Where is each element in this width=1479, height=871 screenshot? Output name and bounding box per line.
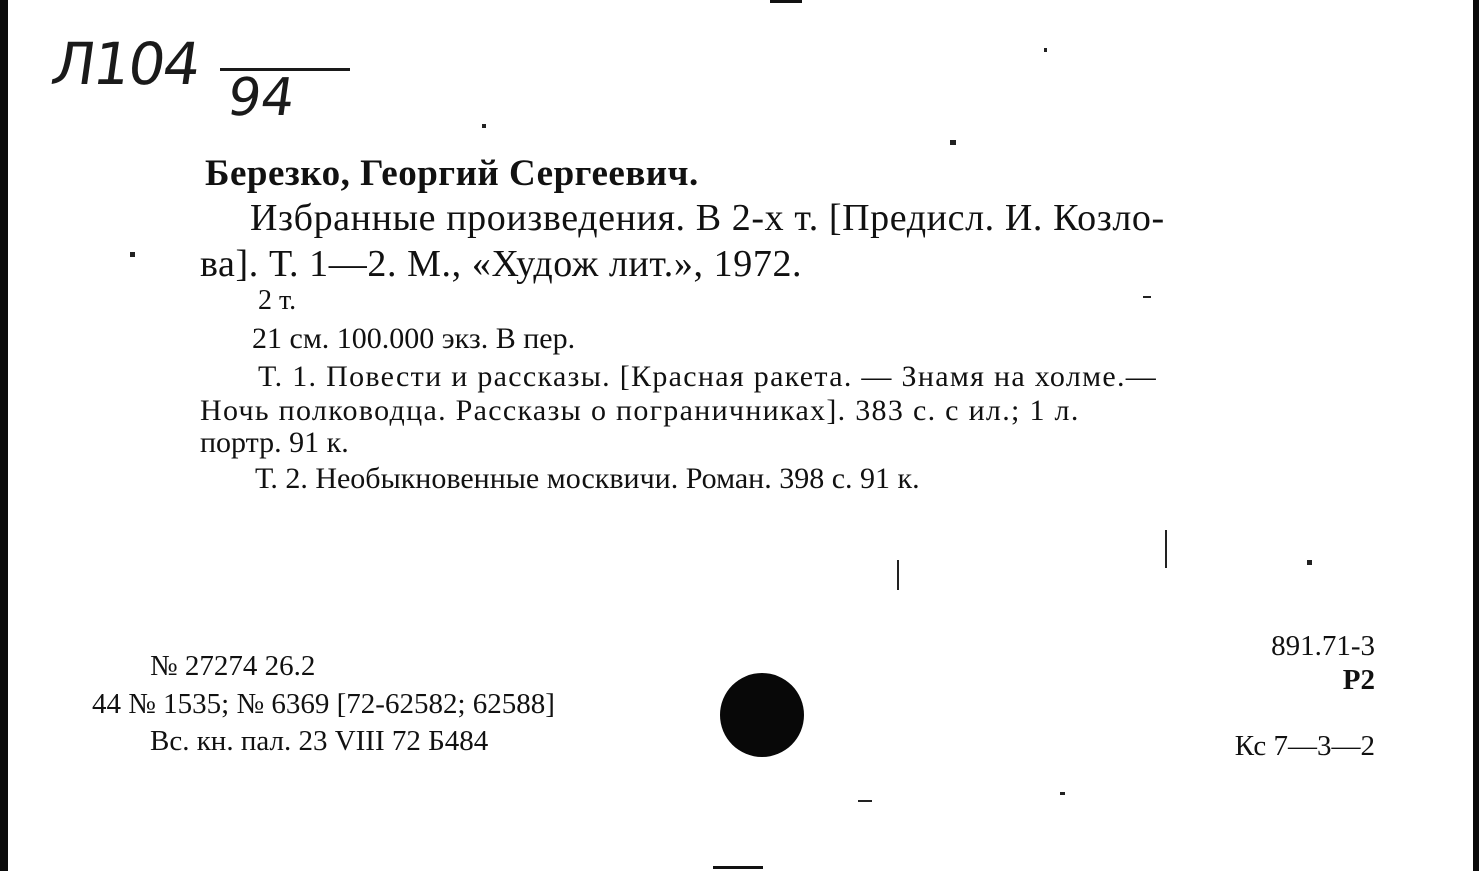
contents-line: Ночь полководца. Рассказы о пограничниках]. 383 с. с ил.; 1 л. [200, 394, 1080, 427]
speck [1143, 296, 1151, 298]
registration-line: № 27274 26.2 [150, 650, 316, 682]
physical-description: 21 см. 100.000 экз. В пер. [252, 322, 576, 355]
classification-code: 891.71-3 [1271, 630, 1375, 662]
registration-line: Вс. кн. пал. 23 VIII 72 Б484 [150, 725, 489, 757]
speck [1044, 48, 1047, 52]
card-left-edge [0, 0, 8, 871]
speck [1307, 560, 1312, 565]
punch-hole [720, 673, 804, 757]
card-right-edge [1473, 0, 1479, 871]
speck [858, 800, 872, 802]
title-line-1: Избранные произведения. В 2-х т. [Предисл. И. Козло- [250, 197, 1165, 239]
speck [482, 124, 486, 128]
contents-line: Т. 2. Необыкновенные москвичи. Роман. 398 с. 91 к. [255, 462, 920, 495]
speck [897, 560, 899, 590]
bottom-mark [713, 866, 763, 869]
speck [1165, 530, 1167, 568]
title-line-2: ва]. Т. 1—2. М., «Худож лит.», 1972. [200, 243, 803, 285]
shelfmark-number: 94 [223, 68, 299, 128]
speck [950, 140, 956, 145]
volumes-count: 2 т. [258, 285, 297, 316]
speck [1060, 792, 1065, 795]
author-heading: Березко, Георгий Сергеевич. [205, 153, 699, 194]
shelfmark-code: Л104 [47, 30, 204, 98]
contents-line: Т. 1. Повести и рассказы. [Красная ракета. — Знамя на холме.— [258, 360, 1158, 393]
classification-code: Р2 [1342, 664, 1375, 696]
speck [130, 252, 135, 257]
registration-line: 44 № 1535; № 6369 [72-62582; 62588] [92, 688, 555, 720]
classification-code: Кс 7—3—2 [1234, 730, 1375, 762]
contents-line: портр. 91 к. [200, 426, 349, 459]
top-mark [770, 0, 802, 3]
